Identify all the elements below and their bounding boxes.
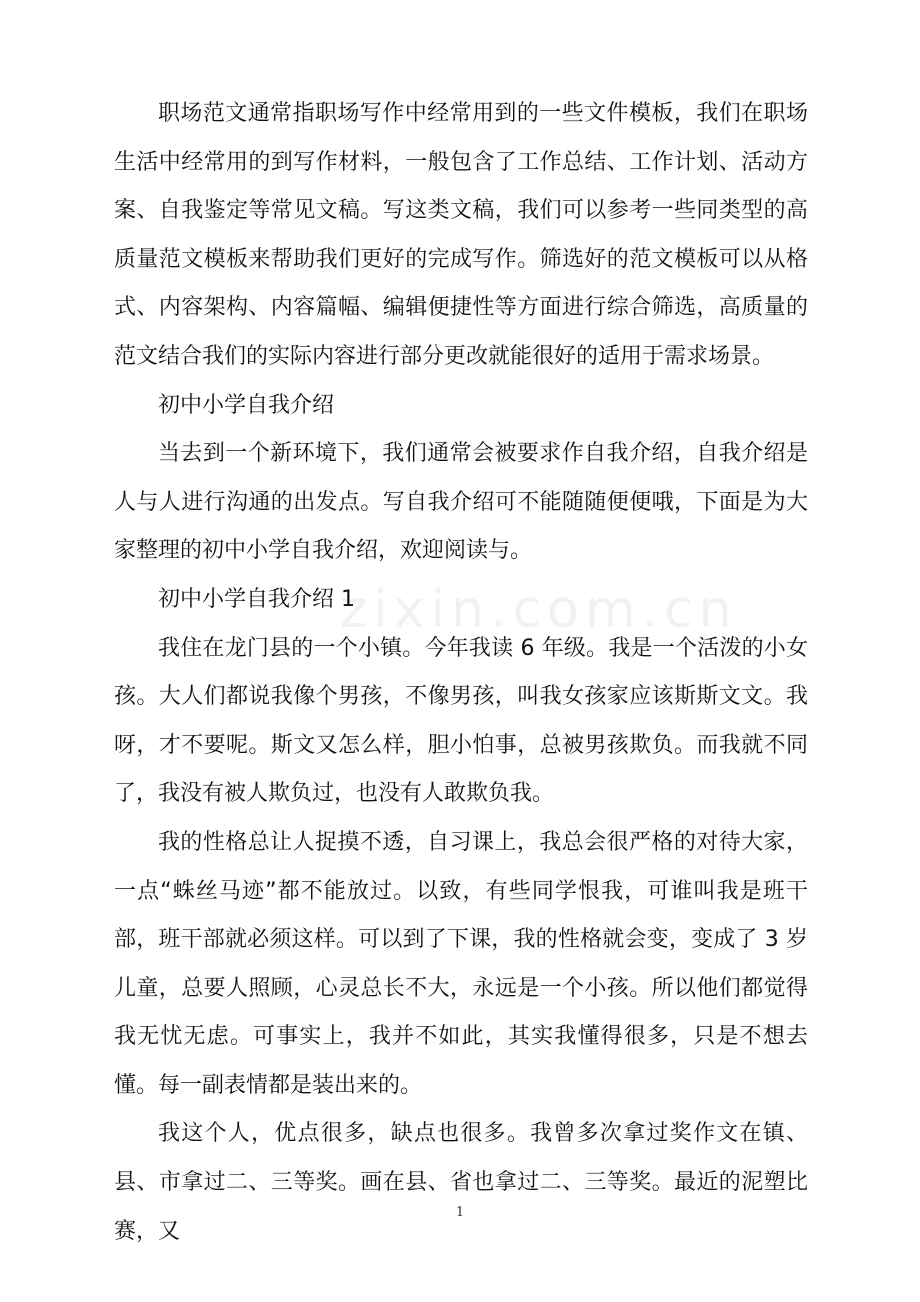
body-paragraph: 我住在龙门县的一个小镇。今年我读 6 年级。我是一个活泼的小女孩。大人们都说我像个男孩，不像男孩，叫我女孩家应该斯斯文文。我呀，才不要呢。斯文又怎么样，胆小怕事，总被男孩欺负。而我就不同了，我没有被人欺负过，也没有人敢欺负我。: [114, 635, 808, 807]
section-intro-paragraph: 当去到一个新环境下，我们通常会被要求作自我介绍，自我介绍是人与人进行沟通的出发点。写自我介绍可不能随随便便哦，下面是为大家整理的初中小学自我介绍，欢迎阅读与。: [114, 441, 808, 564]
body-paragraph: 我这个人，优点很多，缺点也很多。我曾多次拿过奖作文在镇、县、市拿过二、三等奖。画在县、省也拿过二、三等奖。最近的泥塑比赛，又: [114, 1121, 808, 1244]
body-paragraph: 我的性格总让人捉摸不透，自习课上，我总会很严格的对待大家，一点“蛛丝马迹”都不能放过。以致，有些同学恨我，可谁叫我是班干部，班干部就必须这样。可以到了下课，我的性格就会变，变成了 3 岁儿童，总要人照顾，心灵总长不大，永远是一个小孩。所以他们都觉得我无忧无虑。可事实上，我并不如此，其实我懂得很多，只是不想去懂。每一副表情都是装出来的。: [114, 829, 808, 1098]
document-body: [114, 90, 808, 1256]
watermark: zixin.com.cn: [340, 580, 738, 640]
section-title: 初中小学自我介绍: [158, 392, 335, 418]
intro-paragraph: 职场范文通常指职场写作中经常用到的一些文件模板，我们在职场生活中经常用的到写作材料，一般包含了工作总结、工作计划、活动方案、自我鉴定等常见文稿。写这类文稿，我们可以参考一些同类型的高质量范文模板来帮助我们更好的完成写作。筛选好的范文模板可以从格式、内容架构、内容篇幅、编辑便捷性等方面进行综合筛选，高质量的范文结合我们的实际内容进行部分更改就能很好的适用于需求场景。: [114, 101, 808, 369]
page-number: 1: [455, 1205, 465, 1220]
subsection-title: 初中小学自我介绍 1: [158, 586, 355, 612]
